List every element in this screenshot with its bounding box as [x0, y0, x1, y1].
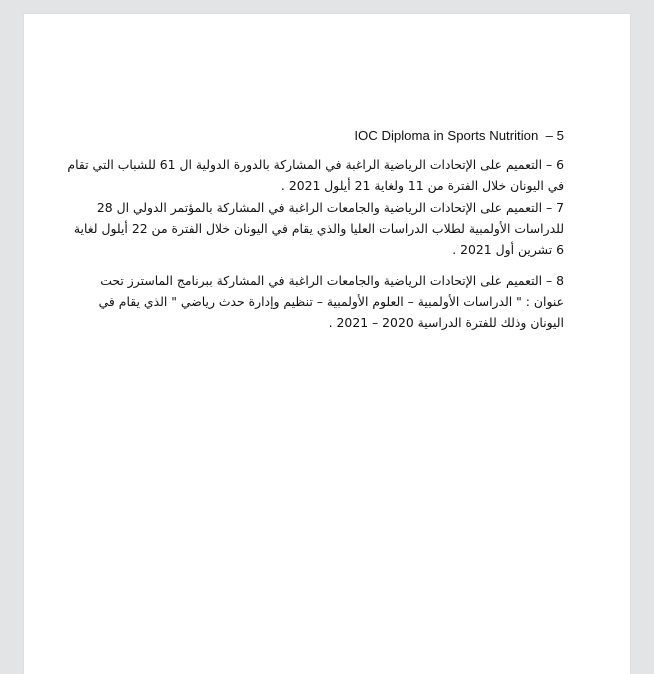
item-6-line-2: في اليونان خلال الفترة من 11 ولغاية 21 أيلول 2021 . — [280, 178, 564, 193]
item-8 — [94, 270, 564, 333]
item-5-number: 5 — [556, 128, 564, 143]
item-6 — [67, 154, 564, 196]
item-8-line-1: 8 – التعميم على الإتحادات الرياضية والجامعات الراغبة في المشاركة ببرنامج الماسترز تحت — [100, 273, 564, 288]
item-8-line-3: اليونان وذلك للفترة الدراسية 2020 – 2021 . — [328, 315, 564, 330]
item-5 — [94, 125, 564, 146]
item-6-line-1: 6 – التعميم على الإتحادات الرياضية الراغبة في المشاركة بالدورة الدولية ال 61 للشباب التي تقام — [67, 157, 564, 172]
item-7-line-2: للدراسات الأولمبية لطلاب الدراسات العليا والذي يقام في اليونان خلال الفترة من 22 أيلول لغاية — [73, 221, 564, 236]
item-5-line — [94, 125, 564, 146]
item-8-line-2: عنوان : " الدراسات الأولمبية – العلوم الأولمبية – تنظيم وإدارة حدث رياضي " الذي يقام في — [98, 294, 564, 309]
item-7-line-1: 7 – التعميم على الإتحادات الرياضية والجامعات الراغبة في المشاركة بالمؤتمر الدولي ال 28 — [96, 200, 564, 215]
document-page — [24, 14, 630, 674]
item-5-title: IOC Diploma in Sports Nutrition — [354, 128, 539, 143]
item-7-line-3: 6 تشرين أول 2021 . — [452, 242, 564, 257]
item-5-dash: – — [545, 128, 553, 143]
item-7 — [73, 197, 564, 260]
